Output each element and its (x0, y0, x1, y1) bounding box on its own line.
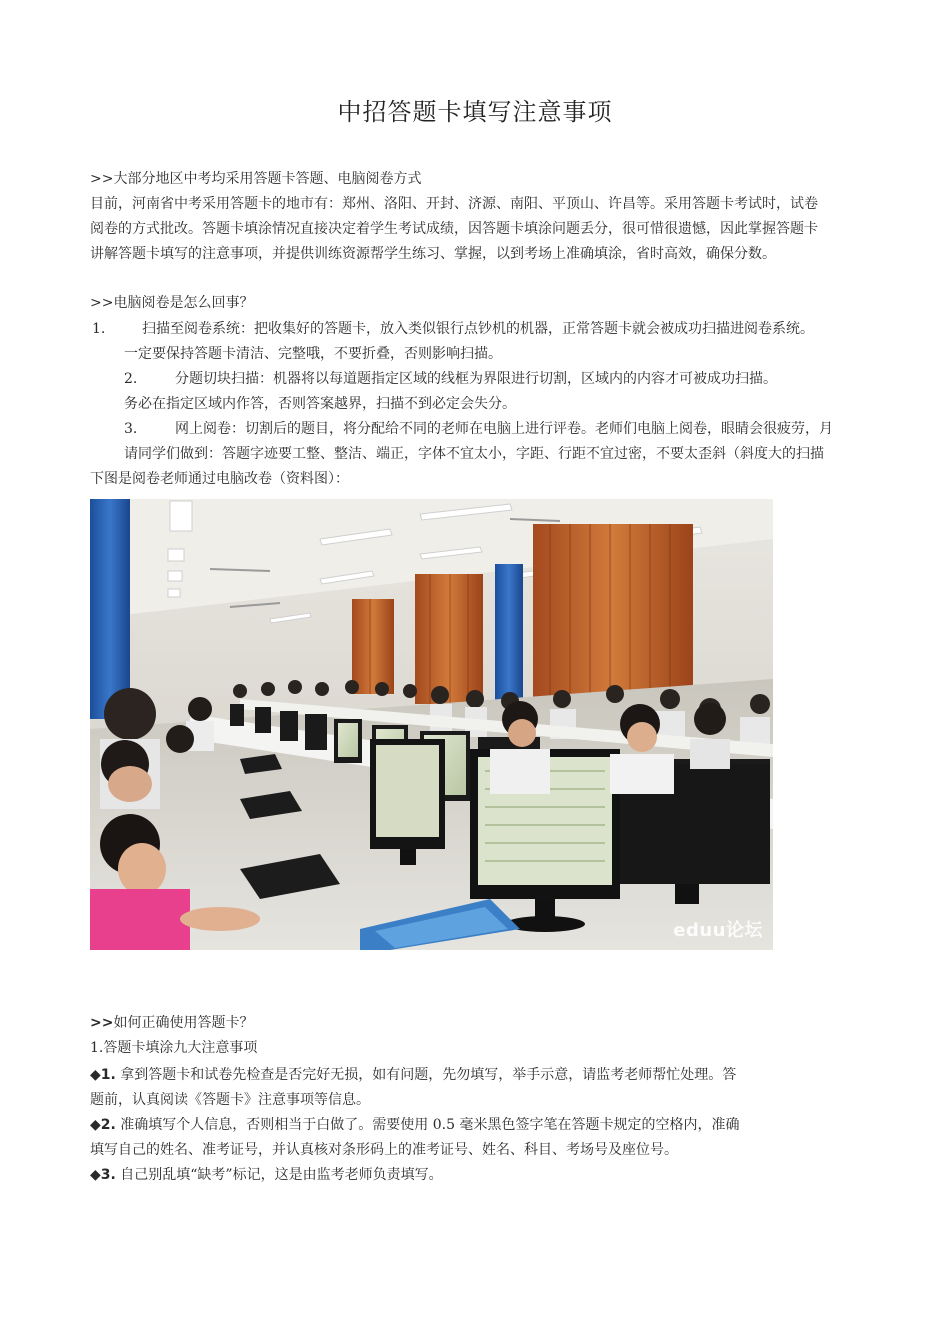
photo-watermark: eduu论坛 (673, 920, 763, 941)
section3-heading-mark: >> (90, 1015, 114, 1031)
note2-marker: ◆2. (90, 1117, 116, 1133)
section1-line-1: 目前，河南省中考采用答题卡的地市有：郑州、洛阳、开封、济源、南阳、平顶山、许昌等。采用答题卡考试时，试卷 (90, 196, 818, 212)
note3-marker: ◆3. (90, 1167, 116, 1183)
grading-room-photo (90, 499, 773, 950)
note2-text-1: 准确填写个人信息，否则相当于白做了。需要使用 0.5 毫米黑色签字笔在答题卡规定的空格内，准确 (115, 1117, 740, 1133)
section3-heading (90, 1014, 253, 1032)
grading-room-illustration (90, 499, 773, 950)
section3-subheading: 1.答题卡填涂九大注意事项 (90, 1040, 258, 1056)
item1-text: 扫描至阅卷系统：把收集好的答题卡，放入类似银行点钞机的机器，正常答题卡就会被成功扫描进阅卷系统。 (142, 321, 814, 337)
item3-continuation: 请同学们做到：答题字迹要工整、整洁、端正，字体不宜太小，字距、行距不宜过密，不要太歪斜（斜度大的扫描 (124, 446, 824, 462)
note1-line-2: 题前，认真阅读《答题卡》注意事项等信息。 (90, 1092, 370, 1108)
note1-marker: ◆1. (90, 1067, 116, 1083)
item2-continuation: 务必在指定区域内作答，否则答案越界，扫描不到必定会失分。 (124, 396, 516, 412)
item2-number: 2. (124, 371, 138, 387)
section2-heading: >>电脑阅卷是怎么回事？ (90, 295, 254, 311)
page-title: 中招答题卡填写注意事项 (337, 98, 613, 126)
item3-text: 网上阅卷：切割后的题目，将分配给不同的老师在电脑上进行评卷。老师们电脑上阅卷，眼睛会很疲劳，月 (175, 421, 833, 437)
note3-line-1 (90, 1166, 443, 1184)
note2-line-2: 填写自己的姓名、准考证号，并认真核对条形码上的准考证号、姓名、科目、考场号及座位号。 (90, 1142, 678, 1158)
section3-heading-text: 如何正确使用答题卡？ (113, 1015, 254, 1031)
section1-line-2: 阅卷的方式批改。答题卡填涂情况直接决定着学生考试成绩，因答题卡填涂问题丢分，很可惜很遗憾，因此掌握答题卡 (90, 221, 818, 237)
note2-line-1 (90, 1116, 739, 1134)
item2-text: 分题切块扫描：机器将以每道题指定区域的线框为界限进行切割，区域内的内容才可被成功扫描。 (175, 371, 777, 387)
note1-line-1 (90, 1066, 736, 1084)
note1-text-1: 拿到答题卡和试卷先检查是否完好无损，如有问题，先勿填写，举手示意，请监考老师帮忙处理。答 (115, 1067, 737, 1083)
item3-number: 3. (124, 421, 138, 437)
item1-number: 1. (92, 321, 106, 337)
photo-caption: 下图是阅卷老师通过电脑改卷（资料图）： (90, 471, 349, 487)
section1-line-3: 讲解答题卡填写的注意事项，并提供训练资源帮学生练习、掌握，以到考场上准确填涂，省时高效，确保分数。 (90, 246, 776, 262)
note3-text-1: 自己别乱填“缺考”标记，这是由监考老师负责填写。 (115, 1167, 443, 1183)
section1-heading: >>大部分地区中考均采用答题卡答题、电脑阅卷方式 (90, 171, 422, 187)
item1-continuation: 一定要保持答题卡清洁、完整哦，不要折叠，否则影响扫描。 (124, 346, 502, 362)
